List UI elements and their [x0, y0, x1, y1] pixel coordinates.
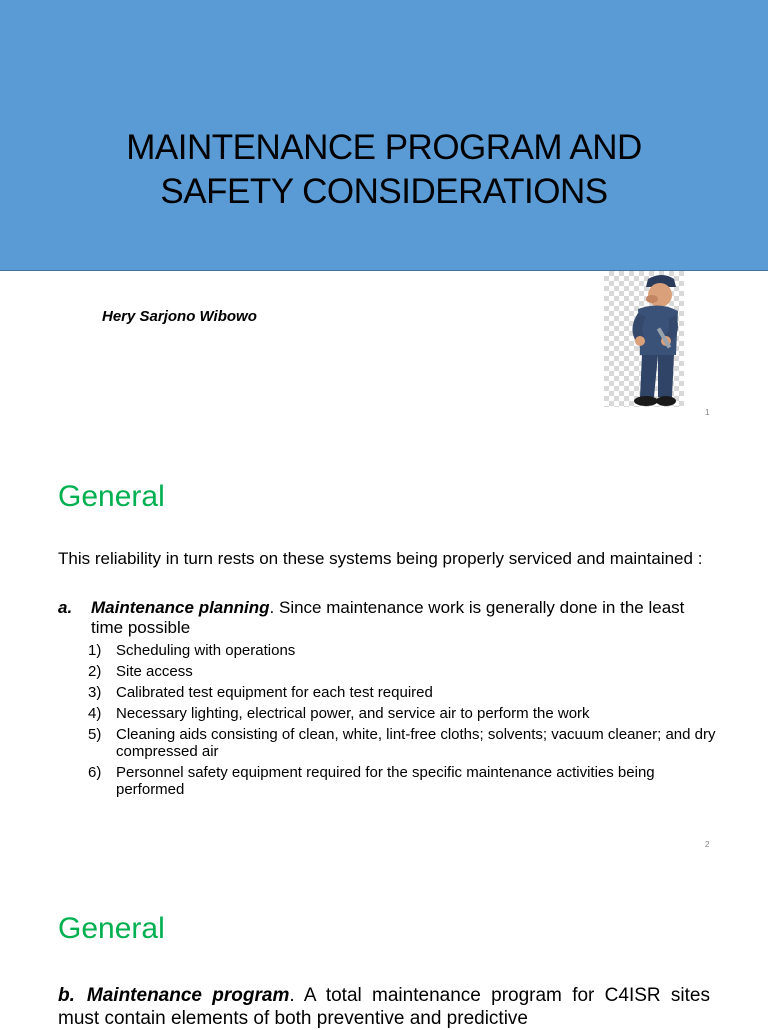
- intro-paragraph: This reliability in turn rests on these systems being properly serviced and maintained :: [58, 549, 703, 568]
- mechanic-figure-icon: [604, 271, 684, 407]
- item-a: [58, 598, 718, 638]
- item-a-bold: Maintenance planning: [91, 598, 270, 617]
- item-b-label: b.: [58, 985, 75, 1006]
- content-slide: [0, 864, 768, 1029]
- list-item: 4) Necessary lighting, electrical power, and service air to perform the work: [88, 705, 590, 722]
- item-a-text: [91, 598, 718, 638]
- slide-title: [0, 126, 768, 214]
- page-number: 2: [705, 840, 710, 849]
- list-item: 3) Calibrated test equipment for each test required: [88, 684, 433, 701]
- list-item: 2) Site access: [88, 663, 193, 680]
- list-item: 1) Scheduling with operations: [88, 642, 296, 659]
- planning-list: [88, 642, 718, 802]
- item-a-body: . Since maintenance work is generally done in the least time possible: [91, 598, 685, 637]
- item-b: [58, 984, 710, 1030]
- slide-heading: General: [58, 480, 165, 513]
- list-item: 6) Personnel safety equipment required for the specific maintenance activities being performed: [88, 764, 655, 798]
- title-slide: [0, 0, 768, 432]
- title-banner: [0, 0, 768, 271]
- list-item: 5) Cleaning aids consisting of clean, white, lint-free cloths; solvents; vacuum cleaner; and dry compressed air: [88, 726, 716, 760]
- title-line-2: SAFETY CONSIDERATIONS: [160, 172, 608, 211]
- slide-heading: General: [58, 912, 165, 945]
- title-line-1: MAINTENANCE PROGRAM AND: [126, 128, 642, 167]
- item-b-body: . A total maintenance program for C4ISR sites must contain elements of both preventive and predictive: [58, 985, 711, 1029]
- author-name: Hery Sarjono Wibowo: [102, 308, 257, 325]
- page-number: 1: [705, 408, 710, 417]
- item-b-bold: Maintenance program: [86, 985, 290, 1006]
- mechanic-illustration: [604, 271, 684, 407]
- item-a-label: a.: [58, 598, 73, 617]
- content-slide: [0, 432, 768, 864]
